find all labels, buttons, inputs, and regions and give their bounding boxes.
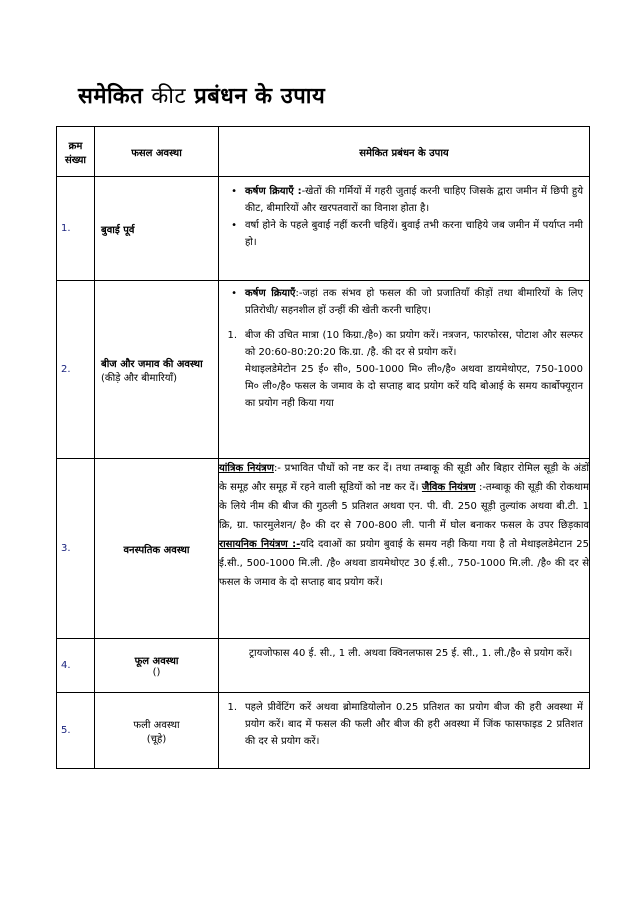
title-rest: प्रबंधन के उपाय: [194, 84, 326, 109]
table-header-row: [57, 127, 590, 177]
para-text: यदि दवाओं का प्रयोग बुवाई के समय नही किया गया है तो मेथाइलडेमेटान 25 ई.सी., 500-1000 मि.ली. /है० अथवा डायमेथोएट 30 ई.सी., 750-1000 मि.ली. /है० की दर से फसल के जमाव के दो सप्ताह बाद प्रयोग करें।: [219, 539, 590, 588]
numbered-item: [219, 699, 589, 750]
para-text: :- प्रभावित पौधों को नष्ट कर दें। तथा तम्बाकू की सूडी और बिहार रोमिल सूड़ी के अंडों के समूह और समूह में रहने वाली सूडियों को नष्ट कर दें।: [219, 463, 589, 493]
bullet-item: [219, 217, 589, 251]
header-measures: समेकित प्रबंधन के उपाय: [219, 127, 590, 177]
stage-sub: (): [152, 667, 161, 678]
header-sno-line2: संख्या: [65, 154, 86, 166]
para-text: :-तम्बाकू की सूड़ी की रोकथाम के लिये नीम की बीज की गुठली 5 प्रतिशत अथवा एन. पी. वी. 250 सूड़ी तुल्यांक अथवा बी.टी. 1 क्रि, ग्रा. फारमुलेशन/ है० की दर से 700-800 ली. पानी में घोल बनाकर फसल के उपर छिड़काव: [219, 482, 589, 531]
stage-label: बीज और जमाव की अवस्था: [101, 358, 203, 370]
para-head: रासायनिक नियंत्रण :-: [219, 539, 301, 550]
item-text: पहले प्रीवेंटिंग करें अथवा ब्रोमाडियोलोन 0.25 प्रतिशत का प्रयोग बीज की हरी अवस्था में प्रयोग करें। बाद में फसल की फली और बीज की हरी अवस्था में जिंक फासफाइड 2 प्रतिशत की दर से प्रयोग करें।: [245, 702, 583, 747]
table-row: [57, 693, 590, 769]
bullet-text: :-जहां तक संभव हो फसल की जो प्रजातियाँ कीड़ों तथा बीमारियों के लिए प्रतिरोधी/ सहनशील हों उन्हीं की खेती करनी चाहिए।: [245, 288, 583, 316]
numbered-item: [219, 327, 589, 412]
table-row: [57, 459, 590, 639]
row-number: 2.: [57, 281, 95, 459]
item-text-2: मेथाइलडेमेटोन 25 ई० सी०, 500-1000 मि० ली०/है० अथवा डायमेथोएट, 750-1000 मि० ली०/है० फसल के जमाव के दो सप्ताह बाद प्रयोग करें यदि बोआई के समय कार्बोफ्यूरान का प्रयोग नही किया गया: [245, 364, 583, 409]
table-row: [57, 281, 590, 459]
item-number: 1.: [227, 330, 237, 341]
bullet-icon: •: [231, 288, 237, 299]
para-head: यांत्रिक नियंत्रण: [219, 463, 274, 474]
bullet-item: [219, 183, 589, 217]
stage-label: फूल अवस्था: [134, 656, 179, 667]
stage-sub: (चूहे): [146, 733, 167, 745]
bullet-text: -खेतों की गर्मियों में गहरी जुताई करनी चाहिए जिसके द्वारा जमीन में छिपी हुये कीट, बीमारियों और खरपतवारों का विनाश होता है।: [245, 186, 584, 214]
stage-sub: (कीड़े और बीमारियाँ): [101, 372, 178, 384]
measures-cell: [219, 693, 590, 769]
item-number: 1.: [227, 702, 237, 713]
row-number: 3.: [57, 459, 95, 639]
row-number: 5.: [57, 693, 95, 769]
stage-cell: [95, 177, 219, 281]
measures-cell: [219, 459, 590, 639]
header-stage: फसल अवस्था: [95, 127, 219, 177]
header-sno-line1: क्रम: [68, 140, 83, 152]
bullet-icon: •: [231, 186, 237, 197]
page-title: [78, 80, 325, 110]
ipm-table: [56, 126, 590, 769]
table-row: [57, 177, 590, 281]
measure-text: ट्रायजोफास 40 ई. सी., 1 ली. अथवा क्विनलफास 25 ई. सी., 1. ली./है० से प्रयोग करें।: [249, 648, 573, 659]
bullet-item: [219, 285, 589, 319]
stage-label: बुवाई पूर्व: [101, 224, 135, 236]
stage-cell: [95, 693, 219, 769]
table-row: [57, 639, 590, 693]
stage-label: वनस्पतिक अवस्था: [123, 544, 190, 556]
measures-cell: [219, 177, 590, 281]
stage-cell: [95, 639, 219, 693]
title-bold: समेकित: [78, 84, 144, 109]
header-sno: [57, 127, 95, 177]
title-light: कीट: [151, 84, 187, 109]
row-number: 4.: [57, 639, 95, 693]
bullet-head: कर्षण क्रियाएँ :: [245, 186, 302, 197]
para-head: जैविक नियंत्रण: [421, 482, 476, 493]
item-text: बीज की उचित मात्रा (10 किग्रा./है०) का प्रयोग करें। नत्रजन, फारफोरस, पोटाश और सल्फर को 20:60-80:20:20 कि.ग्रा. /है. की दर से प्रयोग करें।: [245, 330, 583, 358]
bullet-text: वर्षा होने के पहले बुवाई नहीं करनी चहियें। बुवाई तभी करना चाहिये जब जमीन में पर्याप्त नमी हो।: [245, 220, 583, 248]
measures-cell: [219, 639, 590, 693]
row-number: 1.: [57, 177, 95, 281]
stage-cell: [95, 459, 219, 639]
bullet-icon: •: [231, 220, 237, 231]
stage-cell: [95, 281, 219, 459]
bullet-head: कर्षण क्रियाएँ: [245, 288, 296, 299]
stage-label: फली अवस्था: [133, 719, 180, 731]
measures-cell: [219, 281, 590, 459]
